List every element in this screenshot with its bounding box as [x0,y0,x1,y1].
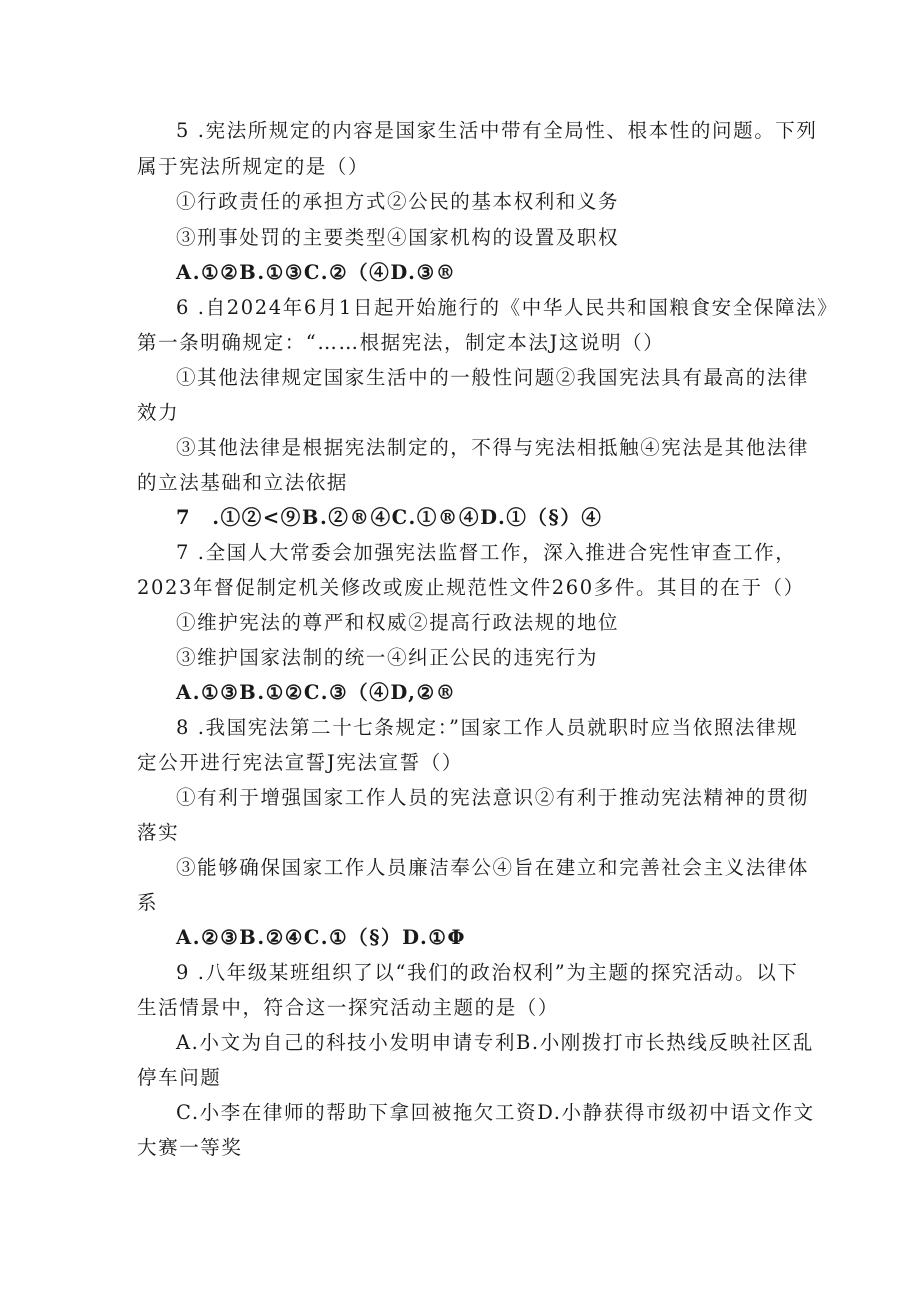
q7-stem-line-2: 2023年督促制定机关修改或废止规范性文件260多件。其目的在于（） [137,576,805,599]
q5-answer-choices: A.①②B.①③C.②（④D.③® [176,261,457,284]
q6-stem-line-2: 第一条明确规定：“……根据宪法，制定本法J这说明（） [137,331,665,354]
q6-answer-choices: 7 .①②<⑨B.②®④C.①®④D.①（§）④ [176,506,603,529]
q5-option-line-2: ③刑事处罚的主要类型④国家机构的设置及职权 [176,226,620,249]
q7-stem-line-1: 7 .全国人大常委会加强宪法监督工作，深入推进合宪性审查工作， [176,541,797,564]
q9-option-cd-line-1: C.小李在律师的帮助下拿回被拖欠工资D.小静获得市级初中语文作文 [176,1101,815,1124]
q6-option-line-3: ③其他法律是根据宪法制定的，不得与宪法相抵触④宪法是其他法律 [176,436,810,459]
q8-answer-choices: A.②③B.②④C.①（§）D.①Φ [176,926,467,949]
q7-answer-choices: A.①③B.①②C.③（④D,②® [176,681,457,704]
q5-stem-line-2: 属于宪法所规定的是（） [137,155,370,178]
q8-option-line-3: ③能够确保国家工作人员廉洁奉公④旨在建立和完善社会主义法律体 [176,856,810,879]
q6-option-line-2: 效力 [137,401,180,424]
q8-option-line-2: 落实 [137,821,180,844]
q9-option-ab-line-1: A.小文为自己的科技小发明申请专利B.小刚拨打市长热线反映社区乱 [176,1031,815,1054]
q5-option-line-1: ①行政责任的承担方式②公民的基本权利和义务 [176,190,620,213]
q7-option-line-1: ①维护宪法的尊严和权威②提高行政法规的地位 [176,611,620,634]
q8-stem-line-2: 定公开进行宪法宣誓J宪法宣誓（） [137,751,463,774]
q8-stem-line-1: 8 .我国宪法第二十七条规定：”国家工作人员就职时应当依照法律规 [176,716,799,739]
q5-stem-line-1: 5 .宪法所规定的内容是国家生活中带有全局性、根本性的问题。下列 [176,119,818,142]
q6-option-line-1: ①其他法律规定国家生活中的一般性问题②我国宪法具有最高的法律 [176,366,810,389]
q8-option-line-4: 系 [137,891,159,914]
q9-stem-line-2: 生活情景中，符合这一探究活动主题的是（） [137,996,560,1019]
q9-stem-line-1: 9 .八年级某班组织了以“我们的政治权利”为主题的探究活动。以下 [176,961,799,984]
q9-option-cd-line-2: 大赛一等奖 [137,1136,243,1159]
q6-stem-line-1: 6 .自2024年6月1日起开始施行的《中华人民共和国粮食安全保障法》 [176,296,839,319]
q8-option-line-1: ①有利于增强国家工作人员的宪法意识②有利于推动宪法精神的贯彻 [176,786,810,809]
q9-option-ab-line-2: 停车问题 [137,1066,222,1089]
q7-option-line-2: ③维护国家法制的统一④纠正公民的违宪行为 [176,646,599,669]
q6-option-line-4: 的立法基础和立法依据 [137,471,349,494]
